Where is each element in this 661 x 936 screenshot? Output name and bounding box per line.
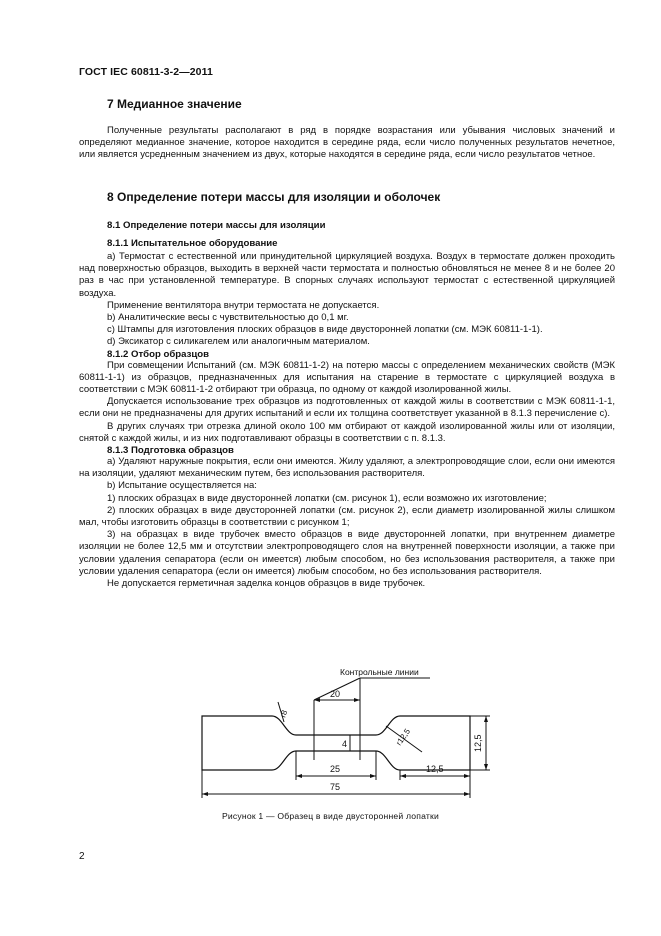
equipment-note: Применение вентилятора внутри термостата не допускается. <box>107 299 380 311</box>
radius-12-5: r12,5 <box>394 727 413 748</box>
dimension-12-5-bottom: 12,5 <box>426 764 444 774</box>
equipment-d: d) Эксикатор с силикагелем или аналогичным материалом. <box>107 336 370 348</box>
preparation-note: Не допускается герметичная заделка концов образцов в виде трубочек. <box>107 578 426 590</box>
preparation-3: 3) на образцах в виде трубочек вместо образцов в виде двусторонней лопатки, при внутреннем диаметре изоляции не более 12,5 мм и отсутствии электропроводящего слоя на внутренней поверхности изоляции, а также при условии удаления сепаратора (если он имеется) любым способом, но без использования растворителя, а также при условии удаления сепаратора (если он имеется) любым способом, но без использования растворителя. <box>79 529 615 577</box>
preparation-b: b) Испытание осуществляется на: <box>107 480 257 492</box>
page-number: 2 <box>79 851 85 862</box>
subsection-8-1-2-title: 8.1.2 Отбор образцов <box>107 348 209 360</box>
preparation-1: 1) плоских образцах в виде двусторонней лопатки (см. рисунок 1), если возможно их изготовление; <box>107 492 547 504</box>
section-8-title: 8 Определение потери массы для изоляции и оболочек <box>107 190 441 204</box>
control-lines-label: Контрольные линии <box>340 667 419 677</box>
subsection-8-1-1-title: 8.1.1 Испытательное оборудование <box>107 238 278 249</box>
standard-header: ГОСТ IEC 60811-3-2—2011 <box>79 66 213 78</box>
dimension-20: 20 <box>330 689 341 699</box>
section-7-title: 7 Медианное значение <box>107 97 242 111</box>
subsection-8-1-1-body <box>79 251 615 590</box>
preparation-2: 2) плоских образцах в виде двусторонней лопатки (см. рисунок 2), если диаметр изолированной жилы слишком мал, чтобы изготовить образцы в соответствии с рисунком 1; <box>79 504 615 529</box>
subsection-8-1-3-title: 8.1.3 Подготовка образцов <box>107 445 234 457</box>
sampling-paragraph-2: Допускается использование трех образцов из подготовленных от каждой жилы в соответствии с МЭК 60811-1-1, если они не предназначены для других испытаний и если их толщина соответствует указанной в 8.1.3 перечисление с). <box>79 396 615 420</box>
dimension-4: 4 <box>342 739 348 749</box>
dimension-12-5-right: 12,5 <box>473 734 483 752</box>
specimen-outline <box>202 716 470 770</box>
equipment-b: b) Аналитические весы с чувствительностью до 0,1 мг. <box>107 312 349 324</box>
equipment-c: c) Штампы для изготовления плоских образцов в виде двусторонней лопатки (см. МЭК 60811-1-1). <box>107 324 543 336</box>
radius-8: r8 <box>278 708 290 719</box>
preparation-a: а) Удаляют наружные покрытия, если они имеются. Жилу удаляют, а электропроводящие слои, если они имеются на изоляции, удаляют механическим путем, без использования растворителя. <box>79 456 615 480</box>
sampling-paragraph-3: В других случаях три отрезка длиной около 100 мм отбирают от каждой изолированной жилы или от изоляции, снятой с каждой жилы, и из них подготавливают образцы в соответствии с п. 8.1.3. <box>79 420 615 444</box>
equipment-a: а) Термостат с естественной или принудительной циркуляцией воздуха. Воздух в термостате должен проходить над поверхностью образцов, выходить в верхней части термостата и полностью обновляться не менее 8 и не более 20 раз в час при установленной температуре. В спорных случаях используют термостат с естественной циркуляцией воздуха. <box>79 251 615 299</box>
section-7-body <box>79 125 615 162</box>
dumbbell-specimen-drawing <box>190 660 490 800</box>
section-7-paragraph: Полученные результаты располагают в ряд в порядке возрастания или убывания числовых значений и определяют медианное значение, которое находится в середине ряда, если число полученных результатов нечетное, или является усредненным значением из двух, которые находятся в середине ряда, если число результатов четное. <box>79 125 615 161</box>
subsection-8-1-title: 8.1 Определение потери массы для изоляции <box>107 220 326 231</box>
dimension-25: 25 <box>330 764 341 774</box>
figure-caption: Рисунок 1 — Образец в виде двусторонней лопатки <box>221 811 439 821</box>
dimension-75: 75 <box>330 782 341 792</box>
sampling-paragraph-1: При совмещении Испытаний (см. МЭК 60811-1-2) на потерю массы с определением механических свойств (МЭК 60811-1-1) из образцов, предназначенных для испытания на старение в термостате с циркуляцией воздуха в соответствии с МЭК 60811-1-2 отбирают три образца, по одному от каждой изолированной жилы. <box>79 359 615 396</box>
